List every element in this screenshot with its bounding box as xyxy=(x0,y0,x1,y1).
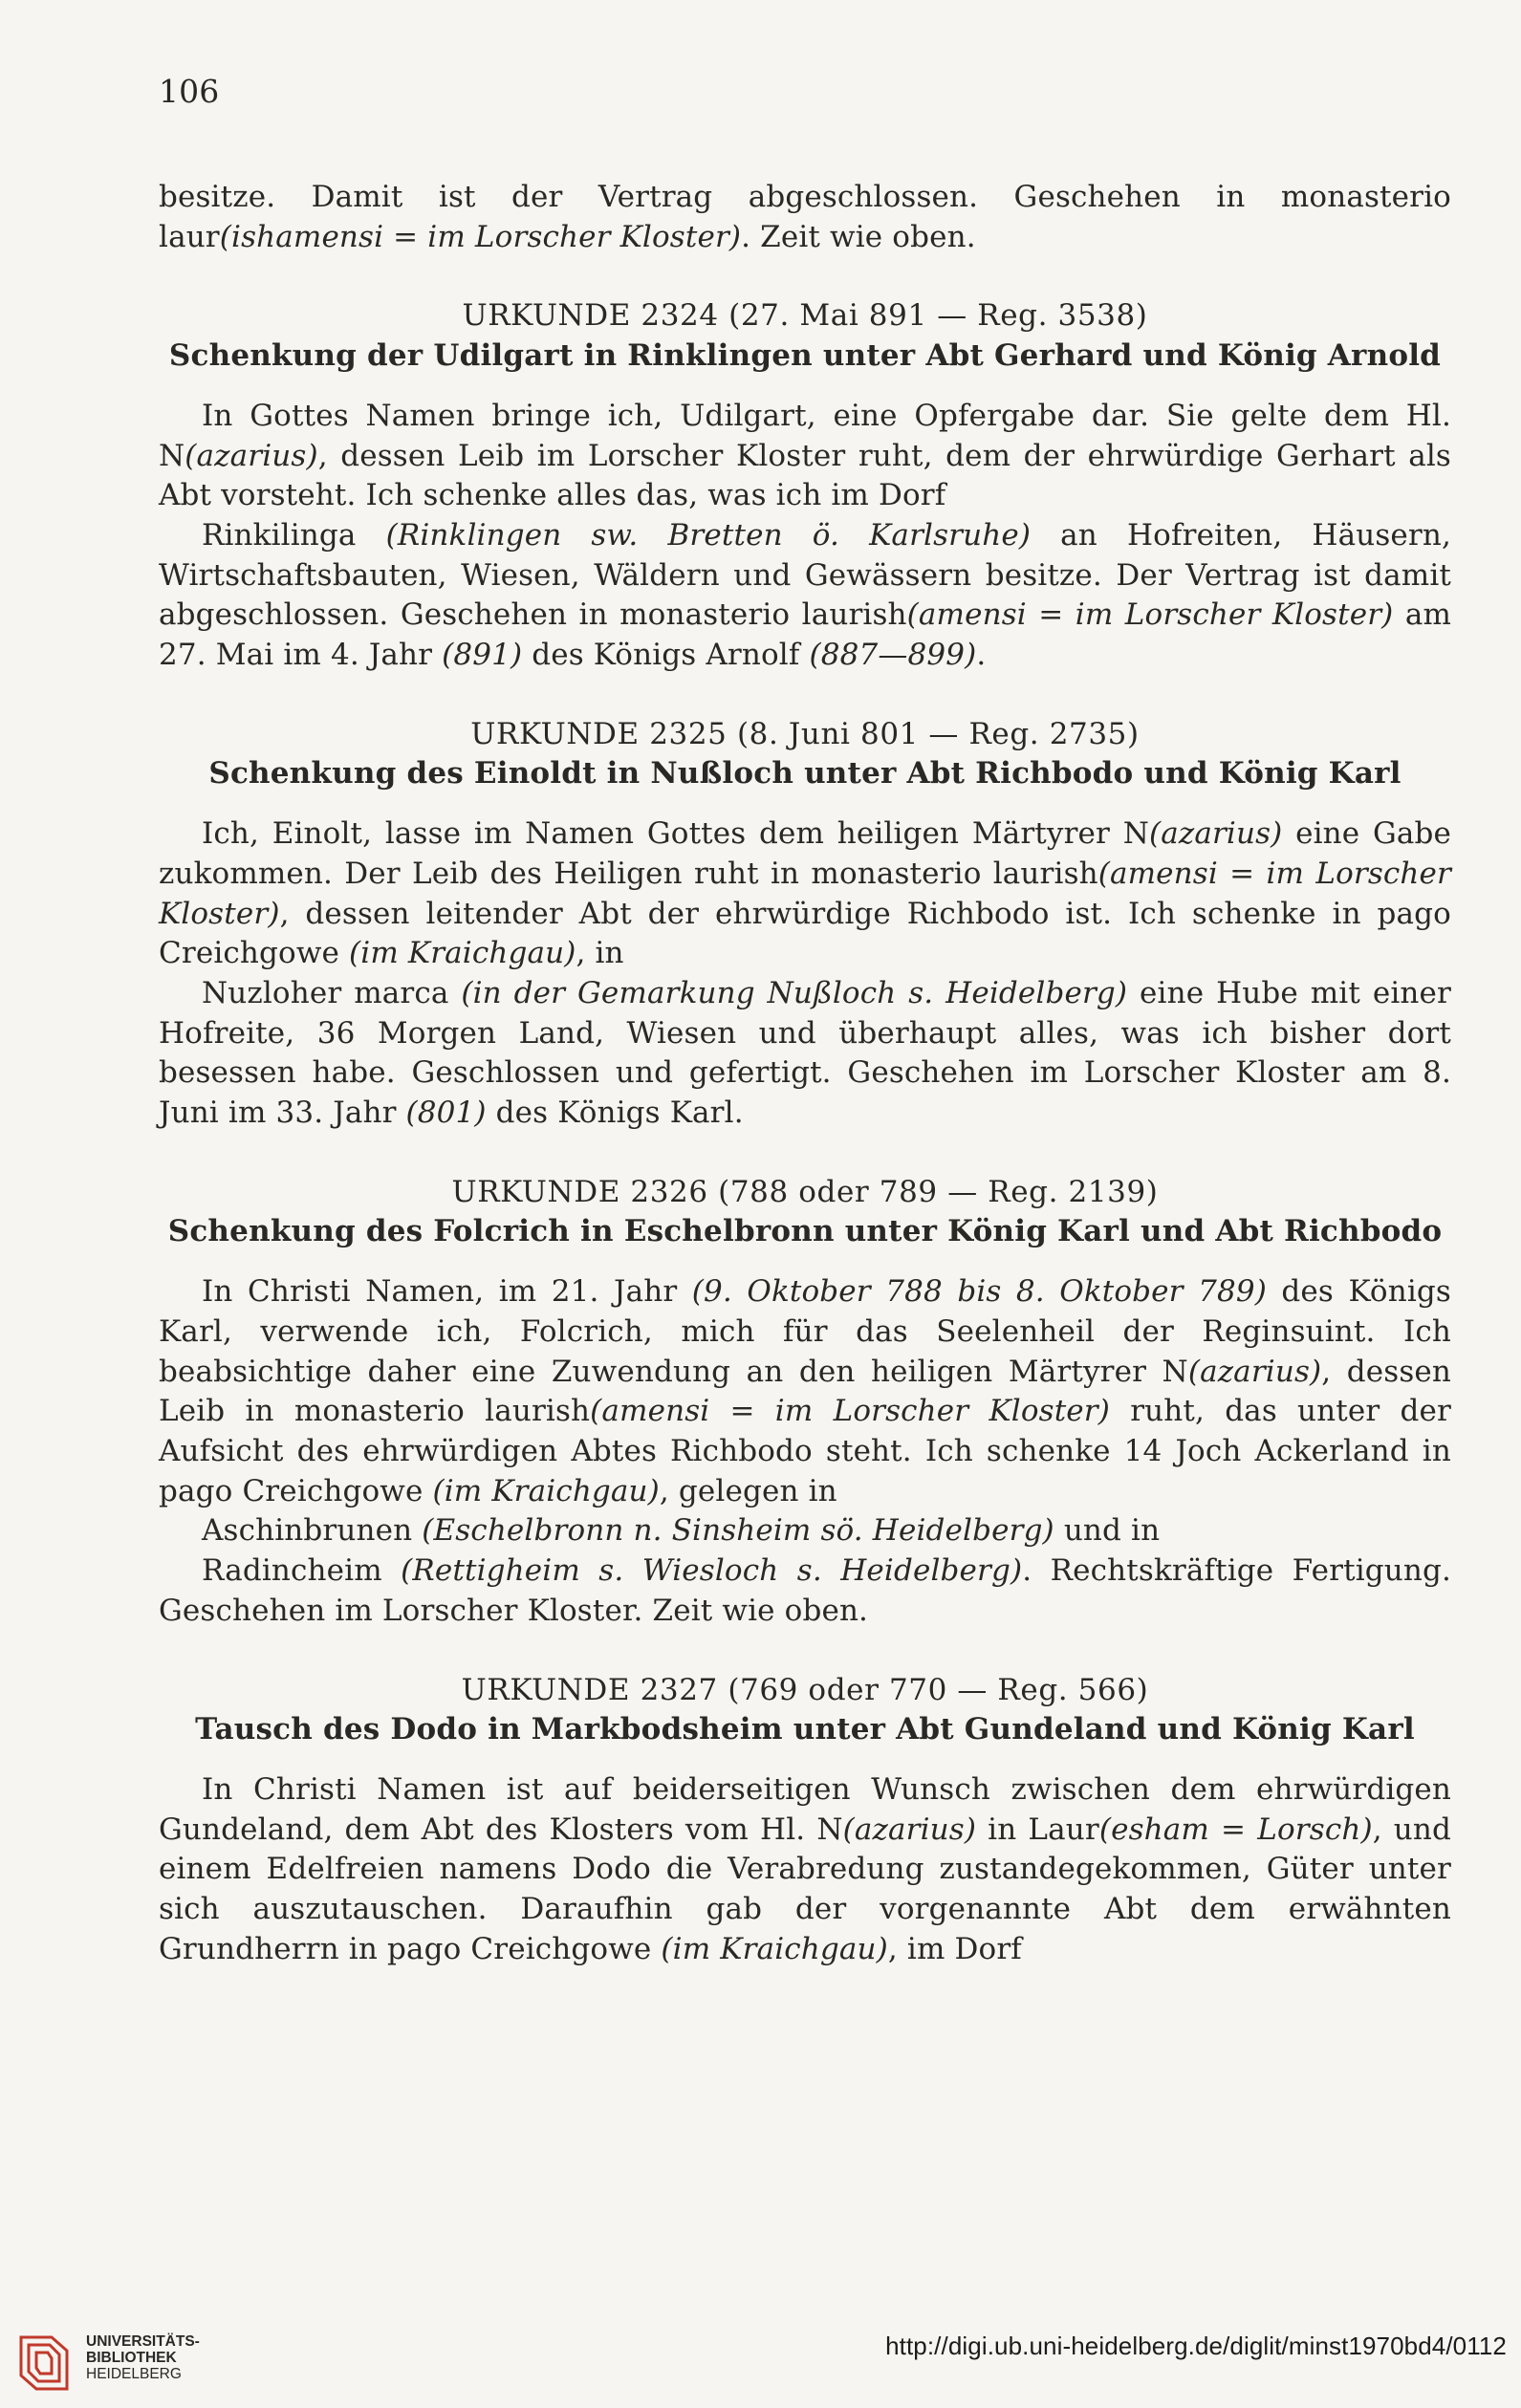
charter-heading-2324: Schenkung der Udilgart in Rinklingen unter Abt Gerhard und König Arnold xyxy=(168,338,1442,374)
charter-title-2324: URKUNDE 2324 (27. Mai 891 — Reg. 3538) xyxy=(462,298,1148,334)
charter-title-2326: URKUNDE 2326 (788 oder 789 — Reg. 2139) xyxy=(451,1174,1159,1209)
charter-title-2327: URKUNDE 2327 (769 oder 770 — Reg. 566) xyxy=(461,1672,1149,1707)
charter-2326-paragraph-2: Aschinbrunen (Eschelbronn n. Sinsheim sö. Heidelberg) und in xyxy=(202,1513,1161,1549)
page-body xyxy=(159,73,1451,1969)
charter-2324-paragraph-2: Rinkilinga (Rinklingen sw. Bretten ö. Karlsruhe) an Hofreiten, Häusern, Wirtschaftsbauten, Wiesen, Wäldern und Gewässern besitze. Der Vertrag ist damit abgeschlossen. Geschehen in monasterio laurish(amensi = im Lorscher Kloster) am 27. Mai im 4. Jahr (891) des Königs Arnolf (887—899). xyxy=(159,517,1452,673)
charter-2324-paragraph-1: In Gottes Namen bringe ich, Udilgart, eine Opfergabe dar. Sie gelte dem Hl. N(azarius), dessen Leib im Lorscher Kloster ruht, dem der ehrwürdige Gerhart als Abt vorsteht. Ich schenke alles das, was ich im Dorf xyxy=(159,398,1451,513)
charter-2326-paragraph-1: In Christi Namen, im 21. Jahr (9. Oktober 788 bis 8. Oktober 789) des Königs Karl, verwende ich, Folcrich, mich für das Seelenheil der Reginsuint. Ich beabsichtige daher eine Zuwendung an den heiligen Märtyrer N(azarius), dessen Leib in monasterio laurish(amensi = im Lorscher Kloster) ruht, das unter der Aufsicht des ehrwürdigen Abtes Richbodo steht. Ich schenke 14 Joch Ackerland in pago Creichgowe (im Kraichgau), gelegen in xyxy=(159,1274,1451,1508)
charter-2327-paragraph-1: In Christi Namen ist auf beiderseitigen Wunsch zwischen dem ehrwürdigen Gundeland, dem Abt des Klosters vom Hl. N(azarius) in Laur(esham = Lorsch), und einem Edelfreien namens Dodo die Verabredung zustandegekommen, Güter unter sich auszutauschen. Daraufhin gab der vorgenannte Abt dem erwähnten Grundherrn in pago Creichgowe (im Kraichgau), im Dorf xyxy=(159,1771,1452,1966)
charter-heading-2325: Schenkung des Einoldt in Nußloch unter Abt Richbodo und König Karl xyxy=(208,756,1401,792)
library-logo-icon xyxy=(13,2330,75,2397)
source-url-link[interactable]: http://digi.ub.uni-heidelberg.de/diglit/minst1970bd4/0112 xyxy=(885,2332,1507,2360)
charter-title-2325: URKUNDE 2325 (8. Juni 801 — Reg. 2735) xyxy=(470,716,1140,751)
charter-heading-2327: Tausch des Dodo in Markbodsheim unter Abt Gundeland und König Karl xyxy=(195,1712,1415,1747)
charter-heading-2326: Schenkung des Folcrich in Eschelbronn unter König Karl und Abt Richbodo xyxy=(167,1214,1443,1249)
library-name-line-1: UNIVERSITÄTS- xyxy=(86,2333,200,2350)
library-name-line-2: BIBLIOTHEK xyxy=(86,2350,177,2366)
footer-bar xyxy=(0,2309,1521,2408)
intro-paragraph: besitze. Damit ist der Vertrag abgeschlossen. Geschehen in monasterio laur(ishamensi = im Lorscher Kloster). Zeit wie oben. xyxy=(159,180,1451,254)
library-name-line-3: HEIDELBERG xyxy=(86,2366,182,2382)
library-name xyxy=(86,2333,200,2382)
page-number: 106 xyxy=(159,73,220,110)
charter-2325-paragraph-1: Ich, Einolt, lasse im Namen Gottes dem heiligen Märtyrer N(azarius) eine Gabe zukommen. Der Leib des Heiligen ruht in monasterio laurish(amensi = im Lorscher Kloster), dessen leitender Abt der ehrwürdige Richbodo ist. Ich schenke in pago Creichgowe (im Kraichgau), in xyxy=(159,816,1451,971)
charter-2325-paragraph-2: Nuzloher marca (in der Gemarkung Nußloch s. Heidelberg) eine Hube mit einer Hofreite, 36 Morgen Land, Wiesen und überhaupt alles, was ich bisher dort besessen habe. Geschlossen und gefertigt. Geschehen im Lorscher Kloster am 8. Juni im 33. Jahr (801) des Königs Karl. xyxy=(159,975,1451,1131)
charter-2326-paragraph-3: Radincheim (Rettigheim s. Wiesloch s. Heidelberg). Rechtskräftige Fertigung. Geschehen im Lorscher Kloster. Zeit wie oben. xyxy=(159,1553,1451,1628)
